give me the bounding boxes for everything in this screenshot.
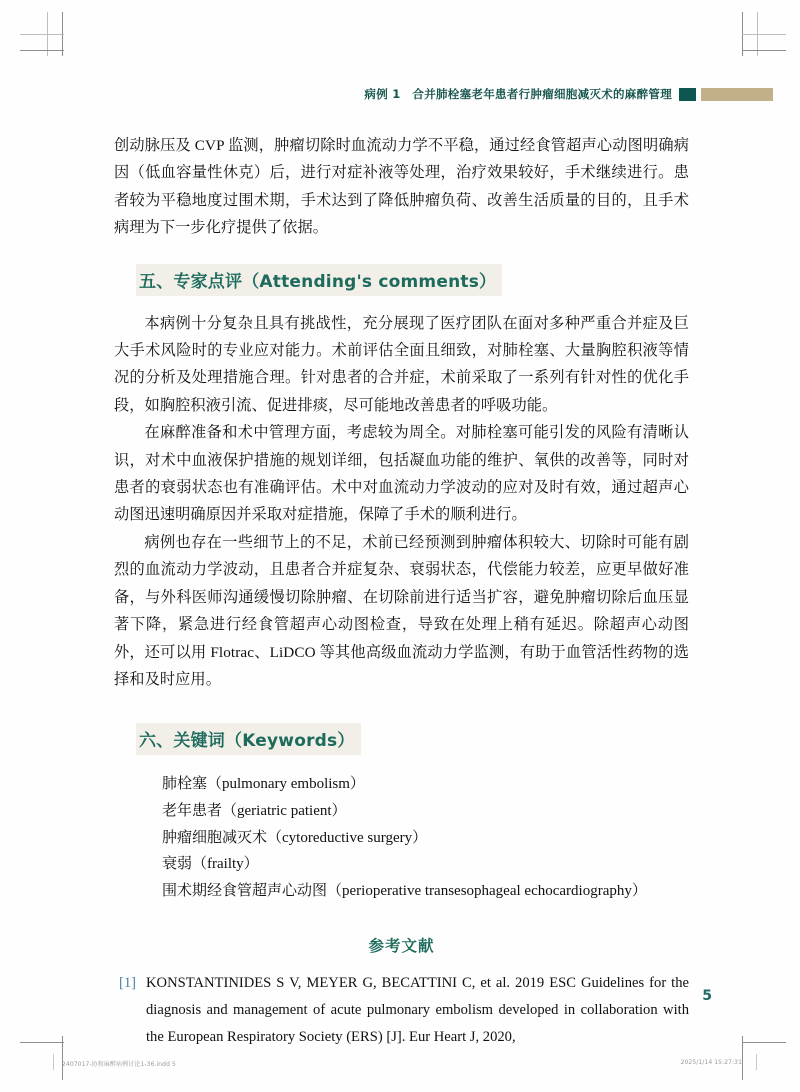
- page-content: [114, 132, 689, 1051]
- crop-mark-top-right-horizontal: [742, 50, 786, 51]
- reference-item: [114, 970, 689, 1050]
- section-heading-attending-comments: 五、专家点评（Attending's comments）: [136, 264, 502, 296]
- crop-mark-top-left-horizontal-secondary: [20, 34, 64, 35]
- running-head-square-ornament: [679, 88, 696, 101]
- running-head-title: 病例 1 合并肺栓塞老年患者行肿瘤细胞减灭术的麻醉管理: [364, 87, 672, 101]
- keyword-item: 衰弱（frailty）: [162, 856, 259, 873]
- reference-number: [1]: [119, 975, 137, 992]
- running-head: [0, 86, 800, 102]
- section-heading-attending-comments-wrap: [136, 264, 689, 296]
- section-heading-keywords: 六、关键词（Keywords）: [136, 723, 361, 755]
- crop-mark-top-left-horizontal: [20, 50, 64, 51]
- attending-comments-paragraph-3: 病例也存在一些细节上的不足，术前已经预测到肿瘤体积较大、切除时可能有剧烈的血流动力学波动，且患者合并症复杂、衰弱状态，代偿能力较差，应更早做好准备，与外科医师沟通缓慢切除肿瘤、在切除前进行适当扩容，避免肿瘤切除后血压显著下降，紧急进行经食管超声心动图检查，导致在处理上稍有延迟。除超声心动图外，还可以用 Flotrac、LiDCO 等其他高级血流动力学监测，有助于血管活性药物的选择和及时应用。: [114, 533, 689, 688]
- section-heading-keywords-wrap: [136, 723, 689, 755]
- footer-rule-left: [53, 1054, 54, 1070]
- page-number: 5: [702, 988, 712, 1004]
- crop-mark-bottom-left-horizontal: [20, 1042, 64, 1043]
- footer-timestamp: 2025/1/14 15:27:31: [680, 1059, 742, 1066]
- keyword-item: 老年患者（geriatric patient）: [162, 802, 347, 819]
- running-head-bar-ornament: [701, 88, 773, 101]
- footer-file-slug: 2407017-协和麻醉病例讨论1-36.indd 5: [62, 1061, 176, 1068]
- references-title: 参考文献: [368, 937, 435, 956]
- reference-text: KONSTANTINIDES S V, MEYER G, BECATTINI C, et al. 2019 ESC Guidelines for the diagnosis and management of acute pulmonary embolism developed in collaboration with the European Respiratory Society (ERS) [J]. Eur Heart J, 2020,: [146, 975, 689, 1045]
- keywords-list: [162, 771, 689, 904]
- keyword-item: 肺栓塞（pulmonary embolism）: [162, 776, 365, 793]
- keyword-item: 围术期经食管超声心动图（perioperative transesophageal echocardiography）: [162, 882, 647, 899]
- crop-mark-top-right-horizontal-secondary: [742, 34, 786, 35]
- attending-comments-paragraph-2: 在麻醉准备和术中管理方面，考虑较为周全。对肺栓塞可能引发的风险有清晰认识，对术中血液保护措施的规划详细，包括凝血功能的维护、氧供的改善等，同时对患者的衰弱状态也有准确评估。术中对血流动力学波动的应对及时有效，通过超声心动图迅速明确原因并采取对症措施，保障了手术的顺利进行。: [114, 424, 689, 524]
- attending-comments-paragraph-1: 本病例十分复杂且具有挑战性，充分展现了医疗团队在面对多种严重合并症及巨大手术风险时的专业应对能力。术前评估全面且细致，对肺栓塞、大量胸腔积液等情况的分析及处理措施合理。针对患者的合并症，术前采取了一系列有针对性的优化手段，如胸腔积液引流、促进排痰，尽可能地改善患者的呼吸功能。: [114, 314, 689, 414]
- intro-paragraph: 创动脉压及 CVP 监测，肿瘤切除时血流动力学不平稳，通过经食管超声心动图明确病因（低血容量性休克）后，进行对症补液等处理，治疗效果较好，手术继续进行。患者较为平稳地度过围术期，手术达到了降低肿瘤负荷、改善生活质量的目的，且手术病理为下一步化疗提供了依据。: [114, 137, 689, 237]
- crop-mark-bottom-right-horizontal: [742, 1042, 786, 1043]
- footer-rule-right: [756, 1054, 757, 1070]
- keyword-item: 肿瘤细胞减灭术（cytoreductive surgery）: [162, 829, 428, 846]
